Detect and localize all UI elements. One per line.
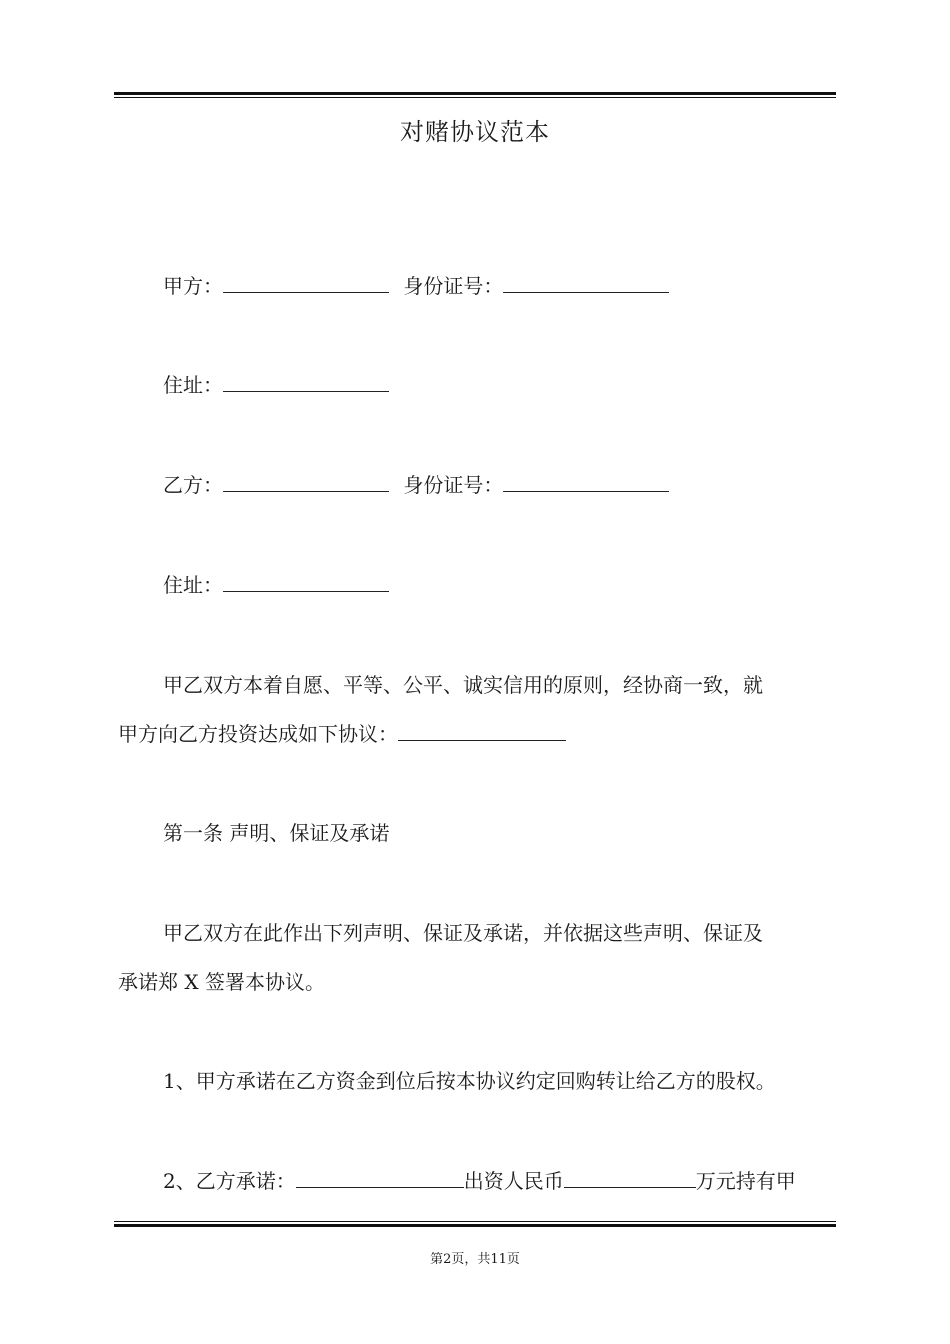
party-b-id-label: 身份证号： — [403, 473, 504, 497]
article1-heading: 第一条 声明、保证及承诺 — [163, 821, 390, 845]
party-a-id-label: 身份证号： — [403, 274, 504, 298]
intro-line2-text: 甲方向乙方投资达成如下协议： — [118, 722, 398, 746]
party-b-address-blank[interactable] — [223, 571, 389, 592]
party-a-name-blank[interactable] — [223, 272, 389, 293]
intro-blank[interactable] — [398, 720, 566, 741]
party-b-id-blank[interactable] — [503, 471, 669, 492]
party-a-line — [163, 271, 669, 301]
item2-suffix: 万元持有甲 — [695, 1169, 796, 1193]
party-a-address-line — [163, 370, 389, 400]
item2-middle: 出资人民币 — [463, 1169, 564, 1193]
party-b-label: 乙方： — [163, 473, 223, 497]
party-b-address-line — [163, 570, 389, 600]
intro-paragraph-line1: 甲乙双方本着自愿、平等、公平、诚实信用的原则，经协商一致，就 — [163, 673, 763, 697]
party-a-address-blank[interactable] — [223, 371, 389, 392]
document-title: 对赌协议范本 — [400, 118, 550, 146]
party-a-label: 甲方： — [163, 274, 223, 298]
party-a-address-label: 住址： — [163, 373, 223, 397]
footer-rule — [114, 1221, 836, 1227]
party-b-name-blank[interactable] — [223, 471, 389, 492]
header-rule — [114, 92, 836, 98]
party-b-line — [163, 470, 669, 500]
intro-paragraph-line2 — [118, 719, 566, 749]
item2-line — [163, 1166, 796, 1196]
item2-amount-blank[interactable] — [564, 1167, 696, 1188]
page-number: 第2页，共11页 — [430, 1252, 520, 1267]
item1: 1、甲方承诺在乙方资金到位后按本协议约定回购转让给乙方的股权。 — [163, 1069, 776, 1093]
party-a-id-blank[interactable] — [503, 272, 669, 293]
declaration-line2: 承诺郑 X 签署本协议。 — [118, 970, 325, 994]
party-b-address-label: 住址： — [163, 573, 223, 597]
declaration-line1: 甲乙双方在此作出下列声明、保证及承诺，并依据这些声明、保证及 — [163, 921, 763, 945]
item2-investor-blank[interactable] — [296, 1167, 464, 1188]
item2-prefix: 2、乙方承诺： — [163, 1169, 296, 1193]
